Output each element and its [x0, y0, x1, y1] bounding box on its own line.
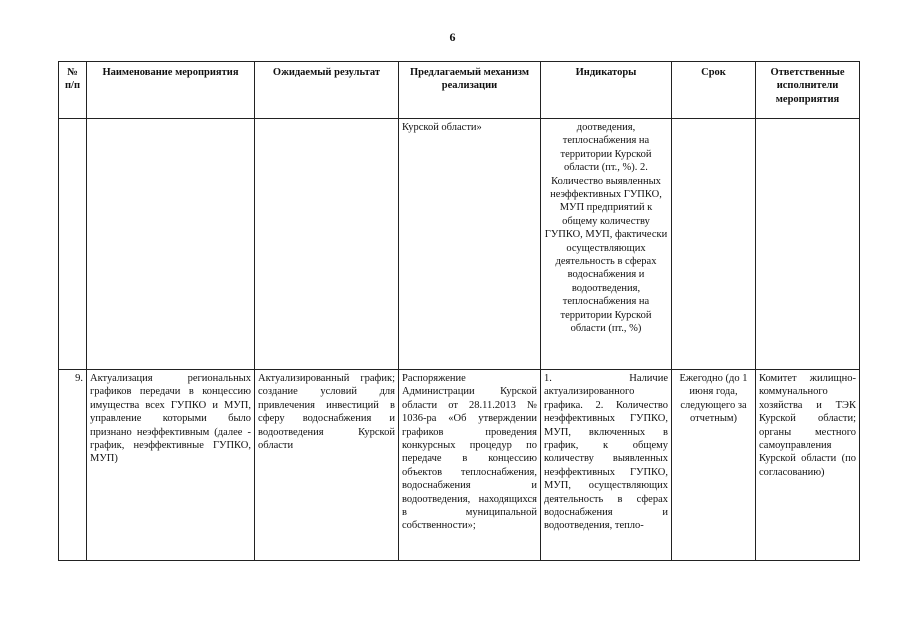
header-mechanism: Предлагаемый механизм реализации: [399, 62, 541, 119]
header-term: Срок: [672, 62, 756, 119]
cell-number: 9.: [59, 370, 87, 561]
cell-result: Актуализированный график; создание условий для привлечения инвестиций в сферу водоснабжения и водоотведения Курской области: [255, 370, 399, 561]
cell-mechanism: Курской области»: [399, 119, 541, 370]
cell-mechanism: Распоряжение Администрации Курской области от 28.11.2013 № 1036-ра «Об утверждении графиков проведения конкурсных процедур по передаче в концессию объектов теплоснабжения, водоснабжения и водоотведения, находящихся в муниципальной собственности»;: [399, 370, 541, 561]
header-responsible: Ответственные исполнители мероприятия: [756, 62, 860, 119]
header-indicators: Индикаторы: [541, 62, 672, 119]
cell-indicators: 1. Наличие актуализированного графика. 2. Количество неэффективных ГУПКО, МУП, включенных в график, к общему количеству выявленных неэффективных ГУПКО, МУП, осуществляющих деятельность в сферах водоснабжения и водоотведения, тепло-: [541, 370, 672, 561]
header-name: Наименование мероприятия: [87, 62, 255, 119]
page-number: 6: [449, 30, 456, 44]
table-row: [59, 119, 860, 370]
cell-responsible: Комитет жилищно-коммунального хозяйства и ТЭК Курской области; органы местного самоуправления Курской области (по согласованию): [756, 370, 860, 561]
header-number: № п/п: [59, 62, 87, 119]
table-header-row: [59, 62, 860, 119]
cell-name: [87, 119, 255, 370]
cell-term: Ежегодно (до 1 июня года, следующего за отчетным): [672, 370, 756, 561]
cell-indicators: доотведения, теплоснабжения на территории Курской области (пт., %). 2. Количество выявленных неэффективных ГУПКО, МУП предприятий к общему количеству ГУПКО, МУП, фактически осуществляющих деятельность в сферах водоснабжения и водоотведения, теплоснабжения на территории Курской области (пт., %): [541, 119, 672, 370]
header-result: Ожидаемый результат: [255, 62, 399, 119]
cell-responsible: [756, 119, 860, 370]
cell-name: Актуализация региональных графиков передачи в концессию имущества всех ГУПКО и МУП, управление которыми было признано неэффективным (далее - график, неэффективные ГУПКО, МУП): [87, 370, 255, 561]
cell-term: [672, 119, 756, 370]
plan-table: [58, 61, 860, 561]
cell-result: [255, 119, 399, 370]
table-row: [59, 370, 860, 561]
cell-number: [59, 119, 87, 370]
